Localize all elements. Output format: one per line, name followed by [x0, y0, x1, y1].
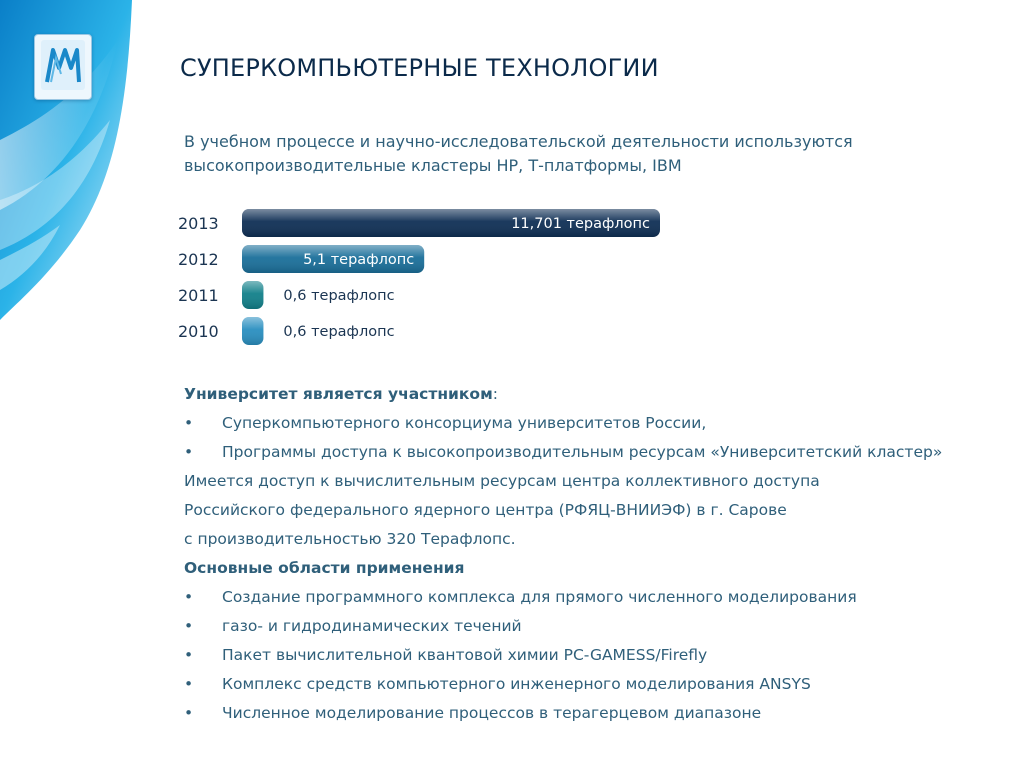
university-logo: [34, 34, 92, 100]
participation-heading-suffix: :: [492, 385, 498, 403]
bullet: •: [184, 443, 194, 461]
intro-text: В учебном процессе и научно-исследовательской деятельности используются высокопроизводительные кластеры HP, Т-платформы, IBM: [184, 132, 853, 175]
background-wave: [0, 0, 140, 768]
participation-heading: Университет является участником: [184, 385, 493, 403]
application-item: газо- и гидродинамических течений: [222, 617, 522, 635]
list-item: [184, 670, 984, 699]
bullet: •: [184, 588, 194, 606]
year-tick-label: 2012: [178, 250, 219, 269]
application-item: Численное моделирование процессов в терагерцевом диапазоне: [222, 704, 762, 722]
bar-value-label: 11,701 терафлопс: [511, 216, 650, 232]
university-logo-icon: [39, 38, 87, 96]
participation-item: Суперкомпьютерного консорциума университетов России,: [222, 414, 707, 432]
year-tick-label: 2011: [178, 286, 219, 305]
bullet: •: [184, 646, 194, 664]
access-line: Имеется доступ к вычислительным ресурсам центра коллективного доступа: [184, 472, 820, 490]
performance-bar-chart: [170, 200, 690, 360]
application-item: Создание программного комплекса для прямого численного моделирования: [222, 588, 857, 606]
applications-heading: Основные области применения: [184, 559, 465, 577]
access-line: с производительностью 320 Терафлопс.: [184, 530, 516, 548]
bar-value-label: 0,6 терафлопс: [283, 288, 395, 304]
bar-gloss: [242, 317, 263, 345]
bullet: •: [184, 704, 194, 722]
participation-heading-line: [184, 380, 984, 409]
list-item: [184, 641, 984, 670]
page-title: СУПЕРКОМПЬЮТЕРНЫЕ ТЕХНОЛОГИИ: [180, 54, 659, 82]
list-item: [184, 438, 984, 467]
list-item: [184, 699, 984, 728]
participation-item: Программы доступа к высокопроизводительным ресурсам «Университетский кластер»: [222, 443, 943, 461]
list-item: [184, 612, 984, 641]
body-text: [184, 380, 984, 728]
bar-gloss: [242, 281, 263, 309]
bar-value-label: 0,6 терафлопс: [283, 324, 395, 340]
access-line: Российского федерального ядерного центра (РФЯЦ-ВНИИЭФ) в г. Сарове: [184, 501, 787, 519]
application-item: Пакет вычислительной квантовой химии PC-GAMESS/Firefly: [222, 646, 708, 664]
list-item: [184, 583, 984, 612]
bullet: •: [184, 675, 194, 693]
year-tick-label: 2013: [178, 214, 219, 233]
application-item: Комплекс средств компьютерного инженерного моделирования ANSYS: [222, 675, 811, 693]
bar-value-label: 5,1 терафлопс: [303, 252, 415, 268]
list-item: [184, 409, 984, 438]
bullet: •: [184, 414, 194, 432]
year-tick-label: 2010: [178, 322, 219, 341]
bullet: •: [184, 617, 194, 635]
